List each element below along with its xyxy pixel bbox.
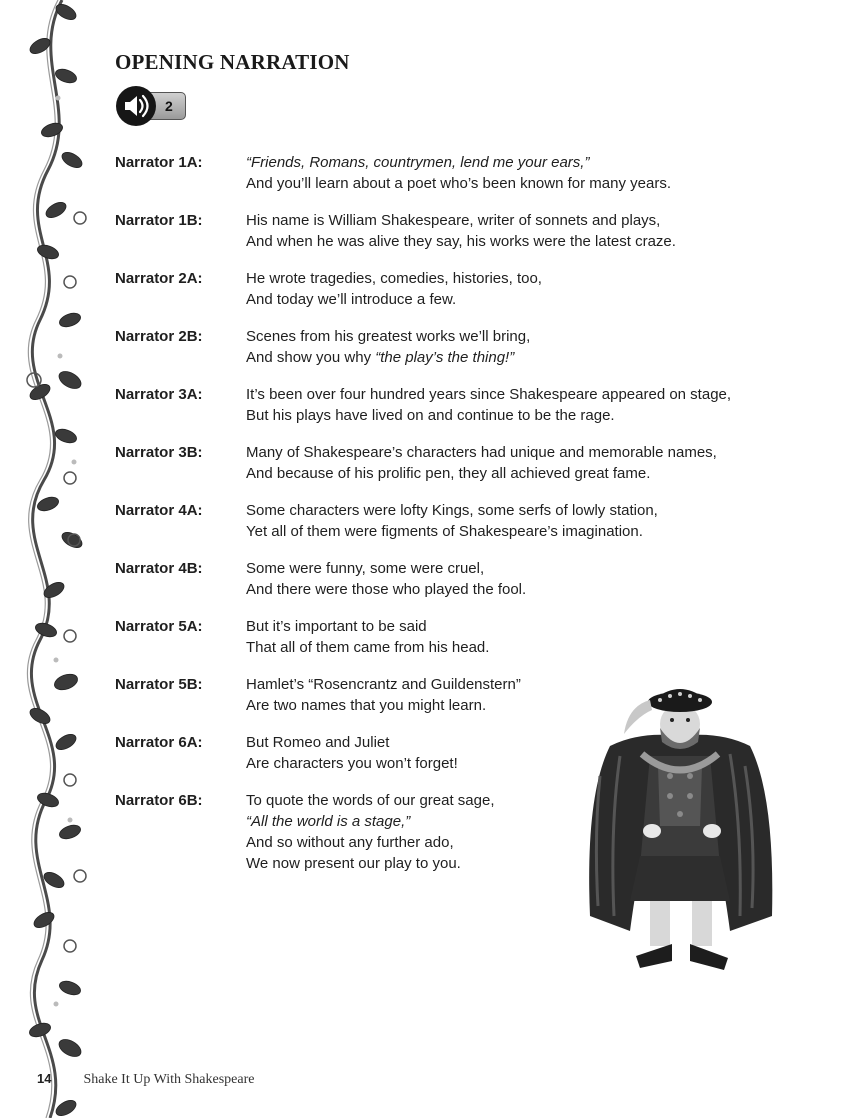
verse-text: And today we’ll introduce a few. [246,291,457,308]
verse-text: He wrote tragedies, comedies, histories, too, [246,270,542,287]
narrator-entry [115,210,765,268]
book-title: Shake It Up With Shakespeare [83,1072,255,1087]
verse-text: Hamlet’s “Rosencrantz and Guildenstern” [246,676,521,693]
page-footer [37,1071,255,1088]
narrator-entry [115,152,765,210]
verse-text: Are characters you won’t forget! [246,755,458,772]
verse-line [246,405,731,426]
narrator-entry [115,616,765,674]
verse-quote: “the play’s the thing!” [371,349,515,366]
verse-text: And show you why [246,349,372,366]
verse-line [246,210,676,231]
verse-line [246,674,521,695]
verse-line [246,347,530,368]
narrator-label: Narrator 3B: [115,444,203,461]
verse-line [246,637,489,658]
vine-border-illustration [0,0,110,1118]
verse-line [246,521,658,542]
verse-line [246,268,542,289]
verse-text: “All the world is a stage,” [246,813,411,830]
verse-text: And so without any further ado, [246,834,454,851]
verse-line [246,558,526,579]
verse-text: Many of Shakespeare’s characters had unique and memorable names, [246,444,717,461]
verse-text: Yet all of them were figments of Shakespeare’s imagination. [246,523,643,540]
verse-line [246,500,658,521]
verse-line [246,463,717,484]
narrator-label: Narrator 2B: [115,328,203,345]
verse-line [246,753,458,774]
verse-text: And there were those who played the fool. [246,581,527,598]
verse-line [246,173,671,194]
narrator-entry [115,268,765,326]
verse-lines [246,732,458,790]
narrator-label: Narrator 2A: [115,270,203,287]
narrator-label: Narrator 4A: [115,502,203,519]
verse-lines [246,442,717,500]
verse-line [246,695,521,716]
narrator-entry [115,558,765,616]
verse-lines [246,210,676,268]
verse-line [246,579,526,600]
verse-lines [246,790,495,872]
verse-text: Are two names that you might learn. [246,697,487,714]
narrator-label: Narrator 1B: [115,212,203,229]
verse-line [246,152,671,173]
speaker-icon[interactable] [116,86,156,126]
verse-line [246,384,731,405]
verse-text: And you’ll learn about a poet who’s been known for many years. [246,175,671,192]
track-number: 2 [144,92,186,120]
verse-text: Scenes from his greatest works we’ll bring, [246,328,531,345]
verse-lines [246,384,731,442]
verse-text: That all of them came from his head. [246,639,490,656]
verse-text: His name is William Shakespeare, writer of sonnets and plays, [246,212,661,229]
narrator-label: Narrator 3A: [115,386,203,403]
verse-line [246,853,495,874]
verse-lines [246,152,671,210]
audio-track-badge[interactable] [116,86,186,126]
verse-line [246,790,495,811]
verse-lines [246,558,526,616]
narrator-entry [115,500,765,558]
verse-line [246,832,495,853]
verse-text: But Romeo and Juliet [246,734,390,751]
verse-line [246,811,495,832]
verse-line [246,732,458,753]
verse-text: But it’s important to be said [246,618,427,635]
verse-text: But his plays have lived on and continue to be the rage. [246,407,615,424]
verse-line [246,326,530,347]
verse-text: To quote the words of our great sage, [246,792,495,809]
verse-lines [246,616,489,674]
narrator-label: Narrator 5B: [115,676,203,693]
narrator-entry [115,326,765,384]
verse-lines [246,326,530,384]
verse-text: And because of his prolific pen, they all achieved great fame. [246,465,651,482]
verse-lines [246,500,658,558]
narrator-label: Narrator 5A: [115,618,203,635]
henry-viii-illustration [580,676,780,986]
verse-line [246,442,717,463]
verse-text: “Friends, Romans, countrymen, lend me your ears,” [246,154,590,171]
narrator-entry [115,384,765,442]
verse-text: It’s been over four hundred years since Shakespeare appeared on stage, [246,386,732,403]
verse-text: We now present our play to you. [246,855,461,872]
verse-line [246,289,542,310]
verse-lines [246,268,542,326]
verse-text: Some were funny, some were cruel, [246,560,485,577]
narrator-label: Narrator 1A: [115,154,203,171]
narrator-label: Narrator 4B: [115,560,203,577]
verse-line [246,616,489,637]
verse-lines [246,674,521,732]
narrator-label: Narrator 6B: [115,792,203,809]
page-title: OPENING NARRATION [115,50,350,74]
narrator-label: Narrator 6A: [115,734,203,751]
page-number: 14 [37,1071,52,1086]
verse-text: And when he was alive they say, his works were the latest craze. [246,233,676,250]
narrator-entry [115,442,765,500]
verse-line [246,231,676,252]
verse-text: Some characters were lofty Kings, some serfs of lowly station, [246,502,658,519]
